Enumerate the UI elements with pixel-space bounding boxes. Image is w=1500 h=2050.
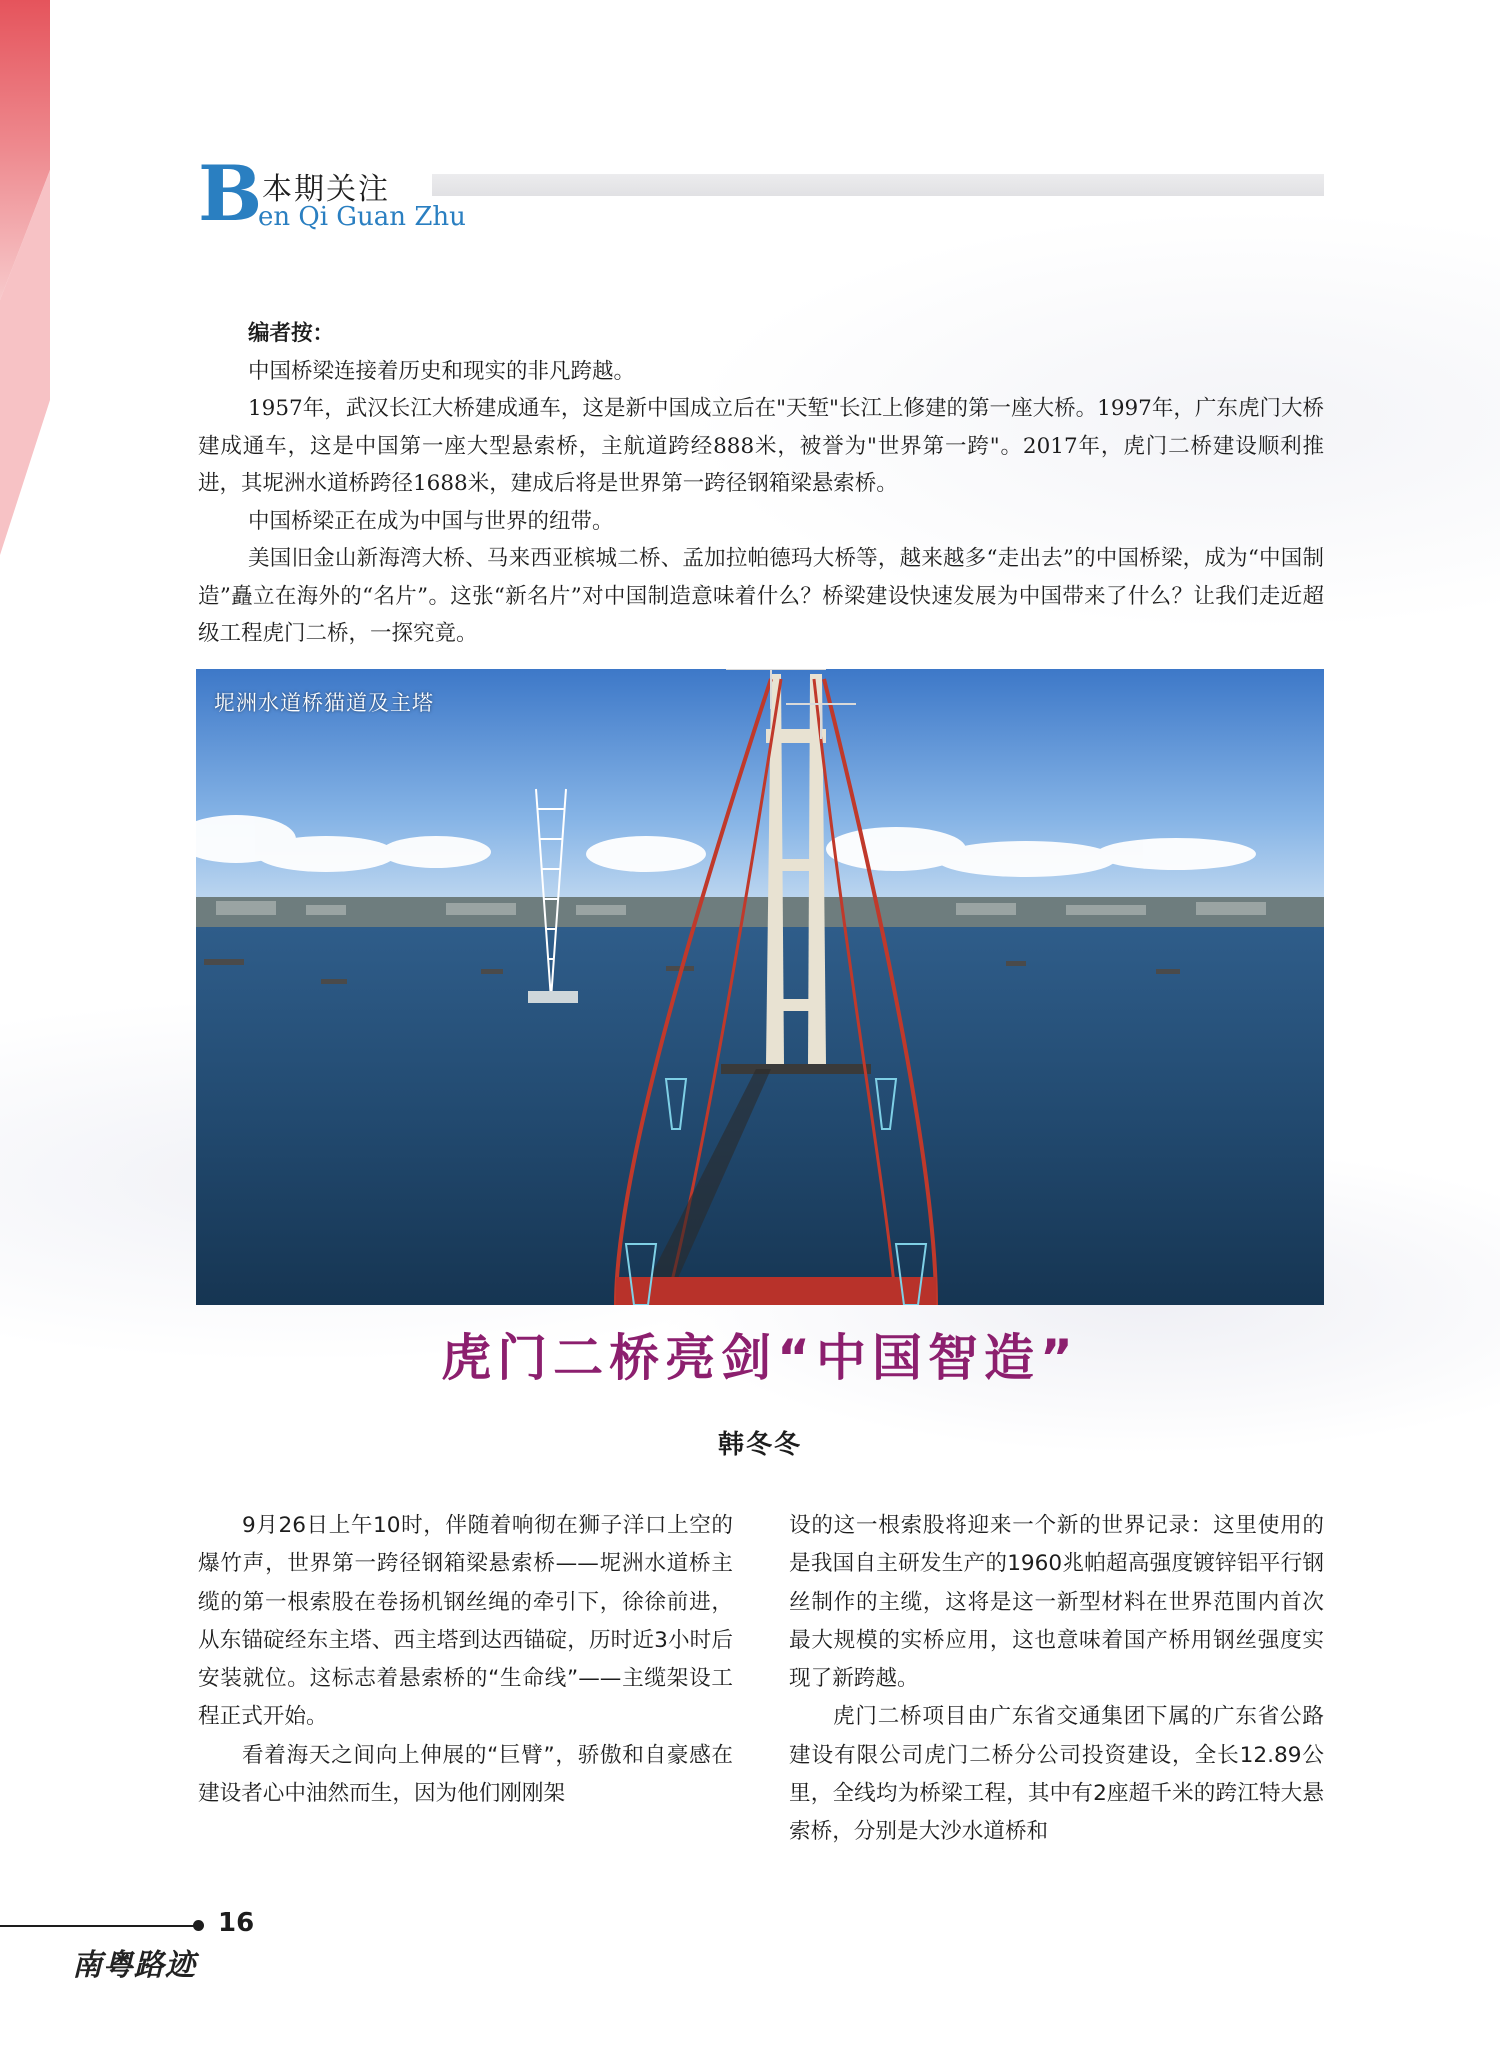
article-paragraph: 设的这一根索股将迎来一个新的世界记录：这里使用的是我国自主研发生产的1960兆帕超高强度镀锌铝平行钢丝制作的主缆，这将是这一新型材料在世界范围内首次最大规模的实桥应用，这也意味着国产桥用钢丝强度实现了新跨越。 [789, 1513, 1324, 1692]
article-paragraph: 看着海天之间向上伸展的“巨臂”，骄傲和自豪感在建设者心中油然而生，因为他们刚刚架 [198, 1742, 733, 1807]
article-right-column [789, 1507, 1324, 1852]
article-paragraph: 虎门二桥项目由广东省交通集团下属的广东省公路建设有限公司虎门二桥分公司投资建设，全长12.89公里，全线均为桥梁工程，其中有2座超千米的跨江特大悬索桥，分别是大沙水道桥和 [789, 1704, 1324, 1845]
section-title-en: en Qi Guan Zhu [258, 202, 466, 232]
editor-note-title: 编者按： [248, 321, 335, 346]
editor-note-paragraph: 美国旧金山新海湾大桥、马来西亚槟城二桥、孟加拉帕德玛大桥等，越来越多“走出去”的中国桥梁，成为“中国制造”矗立在海外的“名片”。这张“新名片”对中国制造意味着什么？桥梁建设快速发展为中国带来了什么？让我们走近超级工程虎门二桥，一探究竟。 [198, 546, 1324, 646]
article-left-column [198, 1507, 733, 1813]
footer-rule [0, 1925, 198, 1927]
editor-note [198, 315, 1324, 653]
photo-caption: 坭洲水道桥猫道及主塔 [214, 691, 434, 715]
editor-note-paragraph: 中国桥梁正在成为中国与世界的纽带。 [248, 508, 614, 534]
bridge-illustration [196, 669, 1324, 1305]
header-big-letter: B [198, 149, 263, 238]
footer-bullet [193, 1920, 204, 1931]
article-paragraph: 9月26日上午10时，伴随着响彻在狮子洋口上空的爆竹声，世界第一跨径钢箱梁悬索桥——坭洲水道桥主缆的第一根索股在卷扬机钢丝绳的牵引下，徐徐前进，从东锚碇经东主塔、西主塔到达西锚碇，历时近3小时后安装就位。这标志着悬索桥的“生命线”——主缆架设工程正式开始。 [198, 1513, 733, 1730]
bridge-photo [196, 669, 1324, 1305]
header-bar [432, 174, 1324, 196]
article-author: 韩冬冬 [717, 1430, 802, 1460]
article-title: 虎门二桥亮剑“中国智造” [441, 1329, 1079, 1387]
magazine-logo: 南粤路迹 [72, 1948, 196, 1983]
section-title-cn: 本期关注 [262, 172, 390, 207]
editor-note-paragraph: 中国桥梁连接着历史和现实的非凡跨越。 [248, 358, 636, 384]
page-number: 16 [218, 1908, 255, 1938]
editor-note-paragraph: 1957年，武汉长江大桥建成通车，这是新中国成立后在"天堑"长江上修建的第一座大桥。1997年，广东虎门大桥建成通车，这是中国第一座大型悬索桥，主航道跨经888米，被誉为"世界第一跨"。2017年，虎门二桥建设顺利推进，其坭洲水道桥跨径1688米，建成后将是世界第一跨径钢箱梁悬索桥。 [198, 396, 1324, 496]
corner-ribbon-decoration [0, 0, 60, 560]
section-header [198, 149, 1328, 240]
